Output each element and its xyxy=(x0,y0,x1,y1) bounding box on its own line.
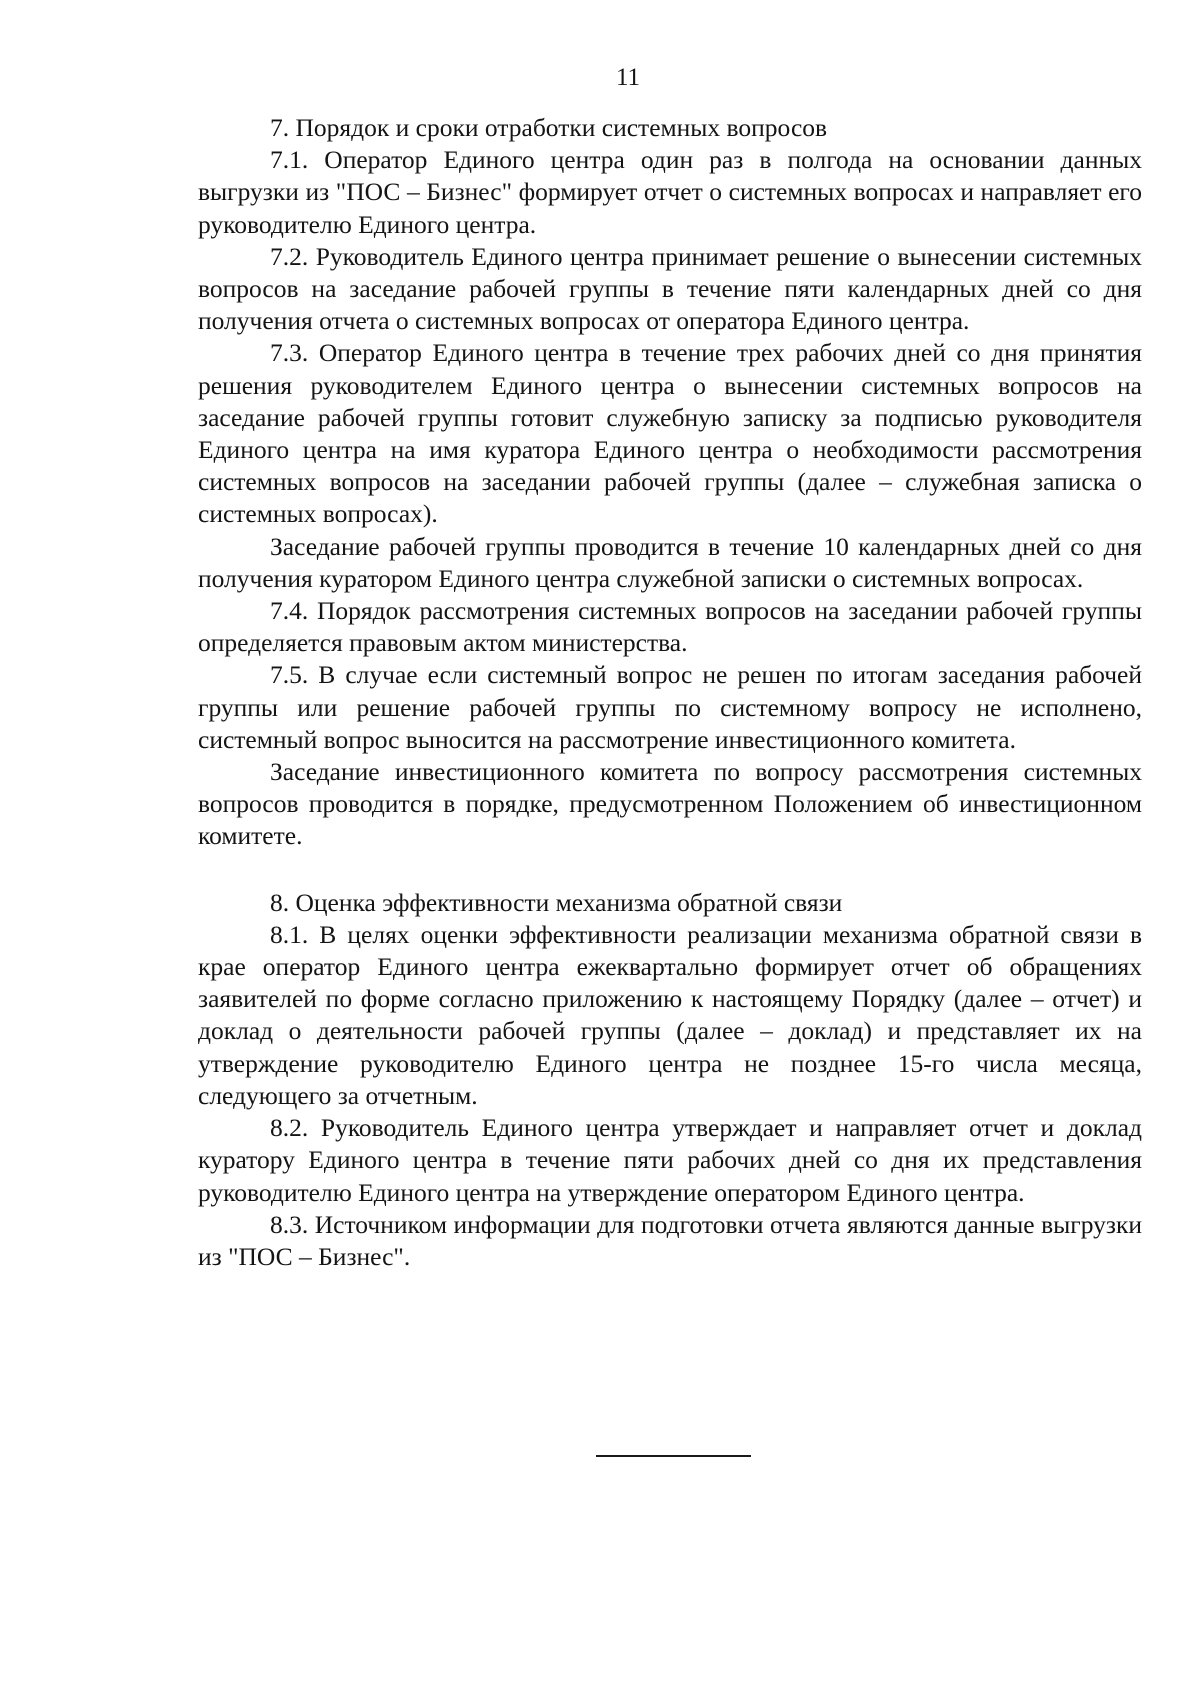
document-body xyxy=(198,112,1142,1273)
section-heading: 7. Порядок и сроки отработки системных вопросов xyxy=(270,113,828,142)
paragraph-7-2: 7.2. Руководитель Единого центра принимает решение о вынесении системных вопросов на заседание рабочей группы в течение пяти календарных дней со дня получения отчета о системных вопросах от оператора Единого центра. xyxy=(198,241,1142,336)
paragraph-7-5-committee: Заседание инвестиционного комитета по вопросу рассмотрения системных вопросов проводится в порядке, предусмотренном Положением об инвестиционном комитете. xyxy=(198,757,1142,851)
section-8 xyxy=(198,887,1142,1273)
paragraph-7-3-meeting: Заседание рабочей группы проводится в течение 10 календарных дней со дня получения куратором Единого центра служебной записки о системных вопросах. xyxy=(198,531,1142,593)
page-number: 11 xyxy=(615,64,641,91)
paragraph-8-3: 8.3. Источником информации для подготовки отчета являются данные выгрузки из "ПОС – Бизнес". xyxy=(198,1209,1142,1271)
paragraph-7-4: 7.4. Порядок рассмотрения системных вопросов на заседании рабочей группы определяется правовым актом министерства. xyxy=(198,596,1142,658)
paragraph-7-3: 7.3. Оператор Единого центра в течение трех рабочих дней со дня принятия решения руководителем Единого центра о вынесении системных вопросов на заседание рабочей группы готовит служебную записку за подписью руководителя Единого центра на имя куратора Единого центра о необходимости рассмотрения системных вопросов на заседании рабочей группы (далее – служебная записка о системных вопросах). xyxy=(198,338,1142,529)
end-of-document-rule xyxy=(596,1455,751,1457)
section-heading: 8. Оценка эффективности механизма обратной связи xyxy=(270,887,843,917)
paragraph-8-1: 8.1. В целях оценки эффективности реализации механизма обратной связи в крае оператор Единого центра ежеквартально формирует отчет об обращениях заявителей по форме согласно приложению к настоящему Порядку (далее – отчет) и доклад о деятельности рабочей группы (далее – доклад) и представляет их на утверждение руководителю Единого центра не позднее 15-го числа месяца, следующего за отчетным. xyxy=(198,919,1142,1110)
paragraph-8-2: 8.2. Руководитель Единого центра утверждает и направляет отчет и доклад куратору Единого центра в течение пяти рабочих дней со дня их представления руководителю Единого центра на утверждение оператором Единого центра. xyxy=(198,1113,1142,1207)
section-7 xyxy=(198,112,1142,853)
paragraph-7-1: 7.1. Оператор Единого центра один раз в полгода на основании данных выгрузки из "ПОС – Бизнес" формирует отчет о системных вопросах и направляет его руководителю Единого центра. xyxy=(198,145,1142,239)
section-spacer xyxy=(198,853,1142,887)
paragraph-7-5: 7.5. В случае если системный вопрос не решен по итогам заседания рабочей группы или решение рабочей группы по системному вопросу не исполнено, системный вопрос выносится на рассмотрение инвестиционного комитета. xyxy=(198,660,1142,754)
